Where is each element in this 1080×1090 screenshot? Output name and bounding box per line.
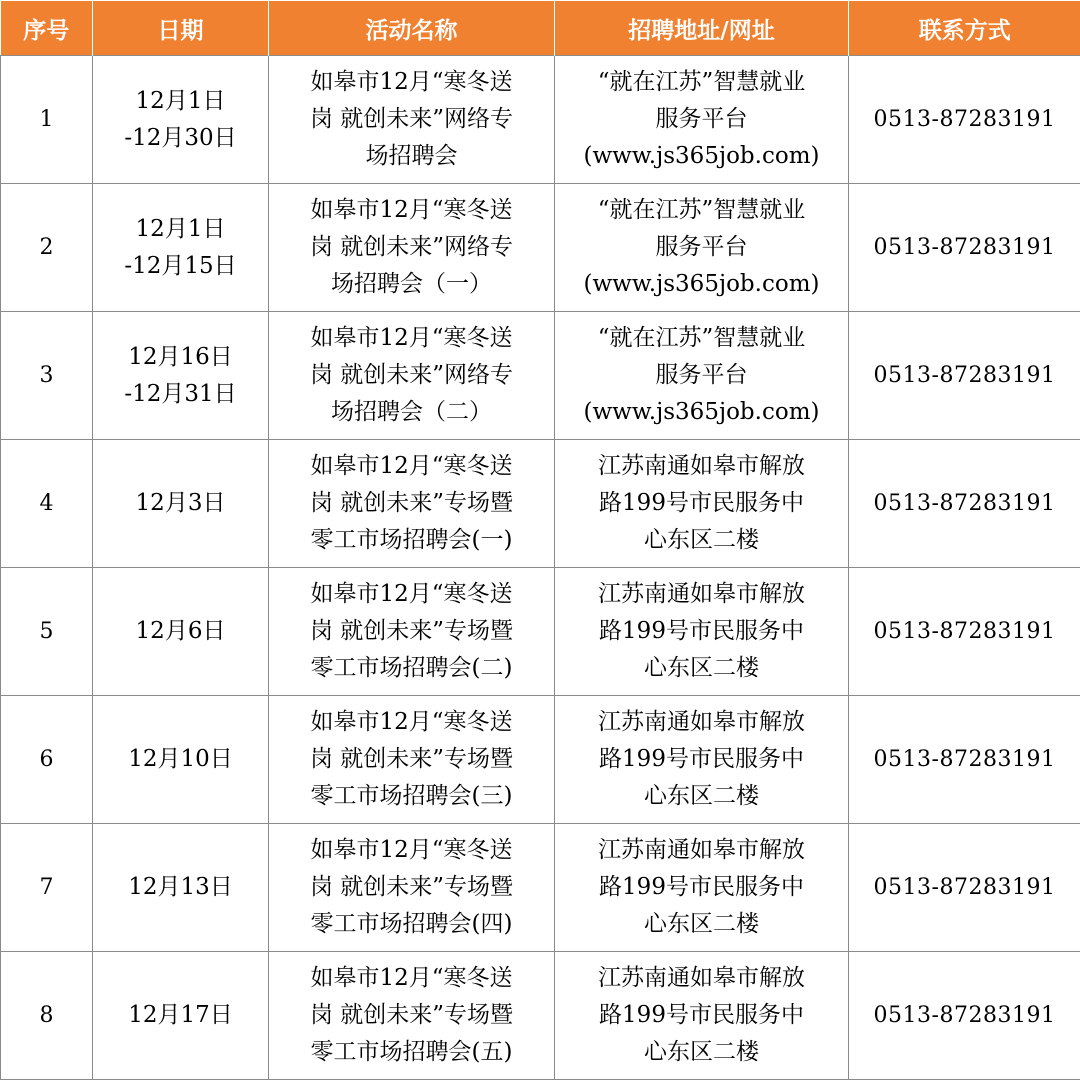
table-row — [1, 952, 1080, 1080]
event-date — [93, 312, 269, 440]
table-row — [1, 440, 1080, 568]
contact-phone: 0513-87283191 — [849, 184, 1080, 312]
event-name — [269, 312, 555, 440]
event-name — [269, 952, 555, 1080]
table-row — [1, 184, 1080, 312]
event-name — [269, 184, 555, 312]
row-number: 6 — [1, 696, 93, 824]
row-number: 8 — [1, 952, 93, 1080]
row-number: 3 — [1, 312, 93, 440]
date-line: 12月13日 — [128, 874, 233, 900]
name-line: 岗 就创未来”网络专 — [309, 362, 514, 388]
header-row — [1, 1, 1080, 56]
name-line: 如皋市12月“寒冬送 — [310, 965, 513, 991]
address-line: “就在江苏”智慧就业 — [597, 69, 806, 95]
row-number: 5 — [1, 568, 93, 696]
row-number: 7 — [1, 824, 93, 952]
name-line: 零工市场招聘会(五) — [310, 1039, 513, 1065]
table-body — [1, 56, 1080, 1080]
event-name — [269, 440, 555, 568]
header-date: 日期 — [93, 1, 269, 56]
contact-phone: 0513-87283191 — [849, 696, 1080, 824]
contact-phone: 0513-87283191 — [849, 312, 1080, 440]
name-line: 场招聘会（一） — [331, 271, 492, 297]
table-row — [1, 824, 1080, 952]
event-address — [555, 56, 849, 184]
address-line: 江苏南通如皋市解放 — [598, 965, 805, 991]
address-line: 江苏南通如皋市解放 — [598, 581, 805, 607]
table-row — [1, 696, 1080, 824]
event-address — [555, 696, 849, 824]
name-line: 如皋市12月“寒冬送 — [310, 325, 513, 351]
address-line: 服务平台 — [655, 362, 748, 388]
event-address — [555, 952, 849, 1080]
event-address — [555, 184, 849, 312]
table-row — [1, 312, 1080, 440]
address-line: 路199号市民服务中 — [599, 1002, 804, 1028]
address-line: “就在江苏”智慧就业 — [597, 325, 806, 351]
name-line: 如皋市12月“寒冬送 — [310, 709, 513, 735]
name-line: 如皋市12月“寒冬送 — [310, 197, 513, 223]
name-line: 如皋市12月“寒冬送 — [310, 453, 513, 479]
name-line: 零工市场招聘会(一) — [310, 527, 513, 553]
address-line: 路199号市民服务中 — [599, 490, 804, 516]
date-line: 12月10日 — [128, 746, 233, 772]
name-line: 场招聘会（二） — [331, 399, 492, 425]
address-line: 服务平台 — [655, 106, 748, 132]
name-line: 如皋市12月“寒冬送 — [310, 837, 513, 863]
name-line: 场招聘会 — [365, 143, 458, 169]
table-header — [1, 1, 1080, 56]
address-line: 江苏南通如皋市解放 — [598, 453, 805, 479]
name-line: 如皋市12月“寒冬送 — [310, 581, 513, 607]
contact-phone: 0513-87283191 — [849, 440, 1080, 568]
name-line: 零工市场招聘会(二) — [310, 655, 513, 681]
row-number: 1 — [1, 56, 93, 184]
event-name — [269, 568, 555, 696]
event-date — [93, 824, 269, 952]
address-line: 心东区二楼 — [644, 655, 759, 681]
date-line: -12月30日 — [124, 124, 237, 151]
address-line: (www.js365job.com) — [583, 271, 820, 297]
job-fair-table — [0, 1, 1080, 1080]
date-line: 12月1日 — [135, 215, 226, 242]
header-no: 序号 — [1, 1, 93, 56]
date-line: 12月1日 — [135, 87, 226, 114]
event-address — [555, 312, 849, 440]
name-line: 零工市场招聘会(四) — [310, 911, 513, 937]
row-number: 4 — [1, 440, 93, 568]
name-line: 零工市场招聘会(三) — [310, 783, 513, 809]
event-date — [93, 568, 269, 696]
address-line: 江苏南通如皋市解放 — [598, 837, 805, 863]
event-name — [269, 696, 555, 824]
address-line: 心东区二楼 — [644, 911, 759, 937]
event-name — [269, 56, 555, 184]
address-line: 心东区二楼 — [644, 1039, 759, 1065]
address-line: 心东区二楼 — [644, 527, 759, 553]
table-row — [1, 56, 1080, 184]
event-address — [555, 440, 849, 568]
address-line: 路199号市民服务中 — [599, 874, 804, 900]
address-line: “就在江苏”智慧就业 — [597, 197, 806, 223]
name-line: 岗 就创未来”专场暨 — [309, 874, 514, 900]
address-line: 心东区二楼 — [644, 783, 759, 809]
date-line: 12月3日 — [135, 490, 226, 516]
event-address — [555, 568, 849, 696]
event-date — [93, 184, 269, 312]
contact-phone: 0513-87283191 — [849, 56, 1080, 184]
table-row — [1, 568, 1080, 696]
date-line: -12月15日 — [124, 252, 237, 279]
row-number: 2 — [1, 184, 93, 312]
contact-phone: 0513-87283191 — [849, 568, 1080, 696]
date-line: 12月17日 — [128, 1002, 233, 1028]
address-line: 路199号市民服务中 — [599, 618, 804, 644]
name-line: 岗 就创未来”专场暨 — [309, 618, 514, 644]
event-date — [93, 696, 269, 824]
contact-phone: 0513-87283191 — [849, 824, 1080, 952]
date-line: -12月31日 — [124, 380, 237, 407]
event-address — [555, 824, 849, 952]
name-line: 岗 就创未来”网络专 — [309, 234, 514, 260]
header-contact: 联系方式 — [849, 1, 1080, 56]
event-date — [93, 952, 269, 1080]
address-line: 路199号市民服务中 — [599, 746, 804, 772]
address-line: 服务平台 — [655, 234, 748, 260]
name-line: 岗 就创未来”专场暨 — [309, 1002, 514, 1028]
date-line: 12月16日 — [128, 343, 233, 370]
name-line: 岗 就创未来”网络专 — [309, 106, 514, 132]
event-date — [93, 440, 269, 568]
header-address: 招聘地址/网址 — [555, 1, 849, 56]
contact-phone: 0513-87283191 — [849, 952, 1080, 1080]
event-name — [269, 824, 555, 952]
event-date — [93, 56, 269, 184]
name-line: 如皋市12月“寒冬送 — [310, 69, 513, 95]
address-line: (www.js365job.com) — [583, 143, 820, 169]
name-line: 岗 就创未来”专场暨 — [309, 746, 514, 772]
date-line: 12月6日 — [135, 618, 226, 644]
header-event-name: 活动名称 — [269, 1, 555, 56]
address-line: (www.js365job.com) — [583, 399, 820, 425]
name-line: 岗 就创未来”专场暨 — [309, 490, 514, 516]
address-line: 江苏南通如皋市解放 — [598, 709, 805, 735]
